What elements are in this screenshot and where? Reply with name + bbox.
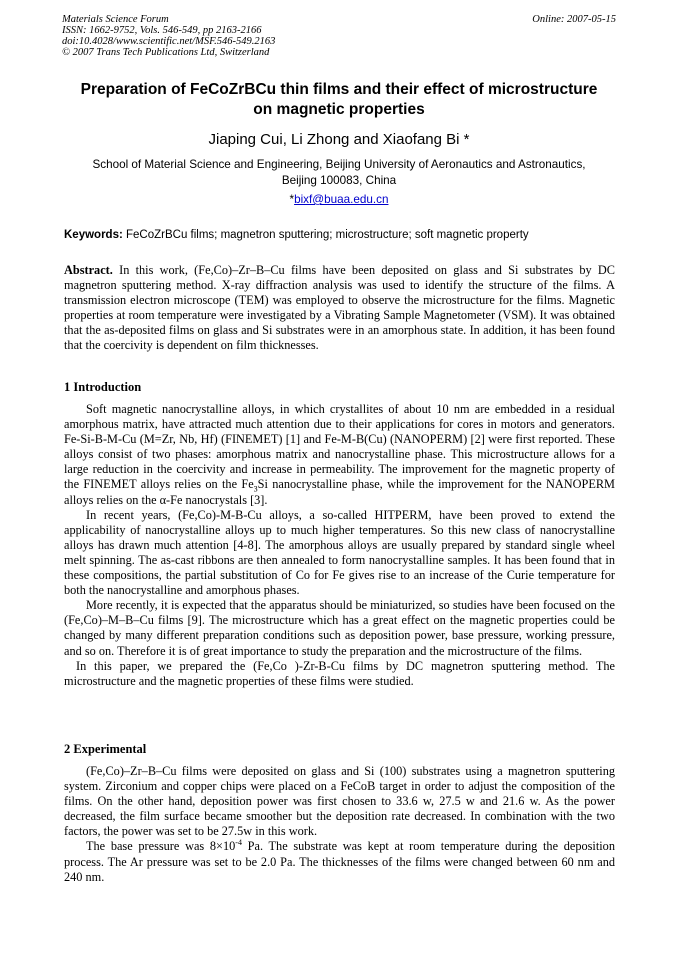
email-asterisk: * — [289, 193, 295, 206]
intro-paragraph-2: In recent years, (Fe,Co)-M-B-Cu alloys, a so-called HITPERM, have been proved to extend the applicability of nanocrystalline alloys up to much higher temperatures. So this new class of nanocrystalline alloys has drawn much attention [4-8]. The amorphous alloys are usually prepared by standard single wheel melt spinning. The as-cast ribbons are then annealed to form nanocrystalline samples. It has been found that in these compositions, the partial substitution of Co for Fe gives rise to an increase of the Curie temperature for both the nanocrystalline and amorphous phases. — [64, 507, 615, 598]
intro-paragraph-1: Soft magnetic nanocrystalline alloys, in which crystallites of about 10 nm are embedded in a residual amorphous matrix, have attracted much attention due to their applications for cores in motors and generators. Fe-Si-B-M-Cu (M=Zr, Nb, Hf) (FINEMET) [1] and Fe-M-B(Cu) (NANOPERM) [2] were first reported. These alloys consist of two phases: amorphous matrix and nanocrystalline phase. This microstructure allows for a large reduction in the coercivity and increase in permeability. The improvement for the magnetic property of the FINEMET alloys relies on the $Fe_3Si$ nanocrystalline phase, while the improvement for the NANOPERM alloys relies on the α-Fe nanocrystals [3]. — [64, 402, 615, 507]
section-heading-introduction: 1 Introduction — [64, 380, 142, 394]
experimental-paragraph-2: The base pressure was $8\times 10^{-4}$ Pa. The substrate was kept at room temperature during the deposition process. The Ar pressure was set to be 2.0 Pa. The thicknesses of the films were changed between 60 nm and 240 nm. — [64, 838, 615, 884]
abstract-text: In this work, (Fe,Co)–Zr–B–Cu films have been deposited on glass and Si substrates by DC magnetron sputtering method. X-ray diffraction analysis was used to identify the structure of the films. A transmission electron microscope (TEM) was employed to observe the microstructure for the films. Magnetic properties at room temperature were investigated by a Vibrating Sample Magnetometer (VSM). It was obtained that the as-deposited films on glass and Si substrates were in an amorphous state. In addition, it has been found that the coercivity is dependent on film thicknesses. — [64, 263, 615, 353]
experimental-paragraph-1: (Fe,Co)–Zr–B–Cu films were deposited on glass and Si (100) substrates using a magnetron sputtering system. Zirconium and copper chips were placed on a FeCoB target in order to adjust the composition of the films. On the other hand, deposition power was first chosen to 33.6 w, 27.5 w and 21.6 w. As the power decreased, the film surface became smoother but the deposition rate decreased. In combination with the two factors, the power was set to be 27.5w in this work. — [64, 764, 615, 839]
corresponding-email — [62, 192, 616, 207]
title-line-1: Preparation of FeCoZrBCu thin films and their effect of microstructure — [80, 81, 598, 98]
online-date: Online: 2007-05-15 — [532, 14, 616, 25]
email-link[interactable]: bixf@buaa.edu.cn — [294, 193, 389, 206]
journal-header — [62, 14, 616, 58]
title-line-2: on magnetic properties — [253, 101, 425, 118]
keywords-text: FeCoZrBCu films; magnetron sputtering; microstructure; soft magnetic property — [126, 229, 529, 241]
affiliation — [62, 157, 616, 188]
author-list: Jiaping Cui, Li Zhong and Xiaofang Bi * — [208, 131, 470, 148]
paper-title — [62, 80, 616, 120]
doi-line: doi:10.4028/www.scientific.net/MSF.546-549.2163 — [62, 36, 276, 47]
affiliation-line-2: Beijing 100083, China — [281, 173, 397, 187]
keywords — [64, 228, 618, 243]
journal-name: Materials Science Forum — [62, 14, 169, 25]
experimental-body — [64, 764, 615, 885]
intro-paragraph-4: In this paper, we prepared the (Fe,Co )-Zr-B-Cu films by DC magnetron sputtering method. The microstructure and the magnetic properties of these films were studied. — [64, 658, 615, 688]
keywords-label: Keywords: — [64, 229, 123, 241]
intro-paragraph-3: More recently, it is expected that the apparatus should be miniaturized, so studies have been focused on the (Fe,Co)–M–B–Cu films [9]. The microstructure which has a great effect on the magnetic properties could be changed by many different preparation conditions such as deposition power, base pressure, working pressure, and so on. Therefore it is of great importance to study the preparation and the microstructure of the films. — [64, 598, 615, 658]
introduction-body — [64, 402, 615, 689]
copyright-line: © 2007 Trans Tech Publications Ltd, Switzerland — [62, 47, 270, 58]
issn-line: ISSN: 1662-9752, Vols. 546-549, pp 2163-2166 — [62, 25, 262, 36]
section-heading-experimental: 2 Experimental — [64, 742, 147, 756]
abstract — [64, 263, 615, 354]
abstract-label: Abstract. — [64, 263, 113, 277]
affiliation-line-1: School of Material Science and Engineering, Beijing University of Aeronautics and Astronautics, — [92, 158, 586, 171]
